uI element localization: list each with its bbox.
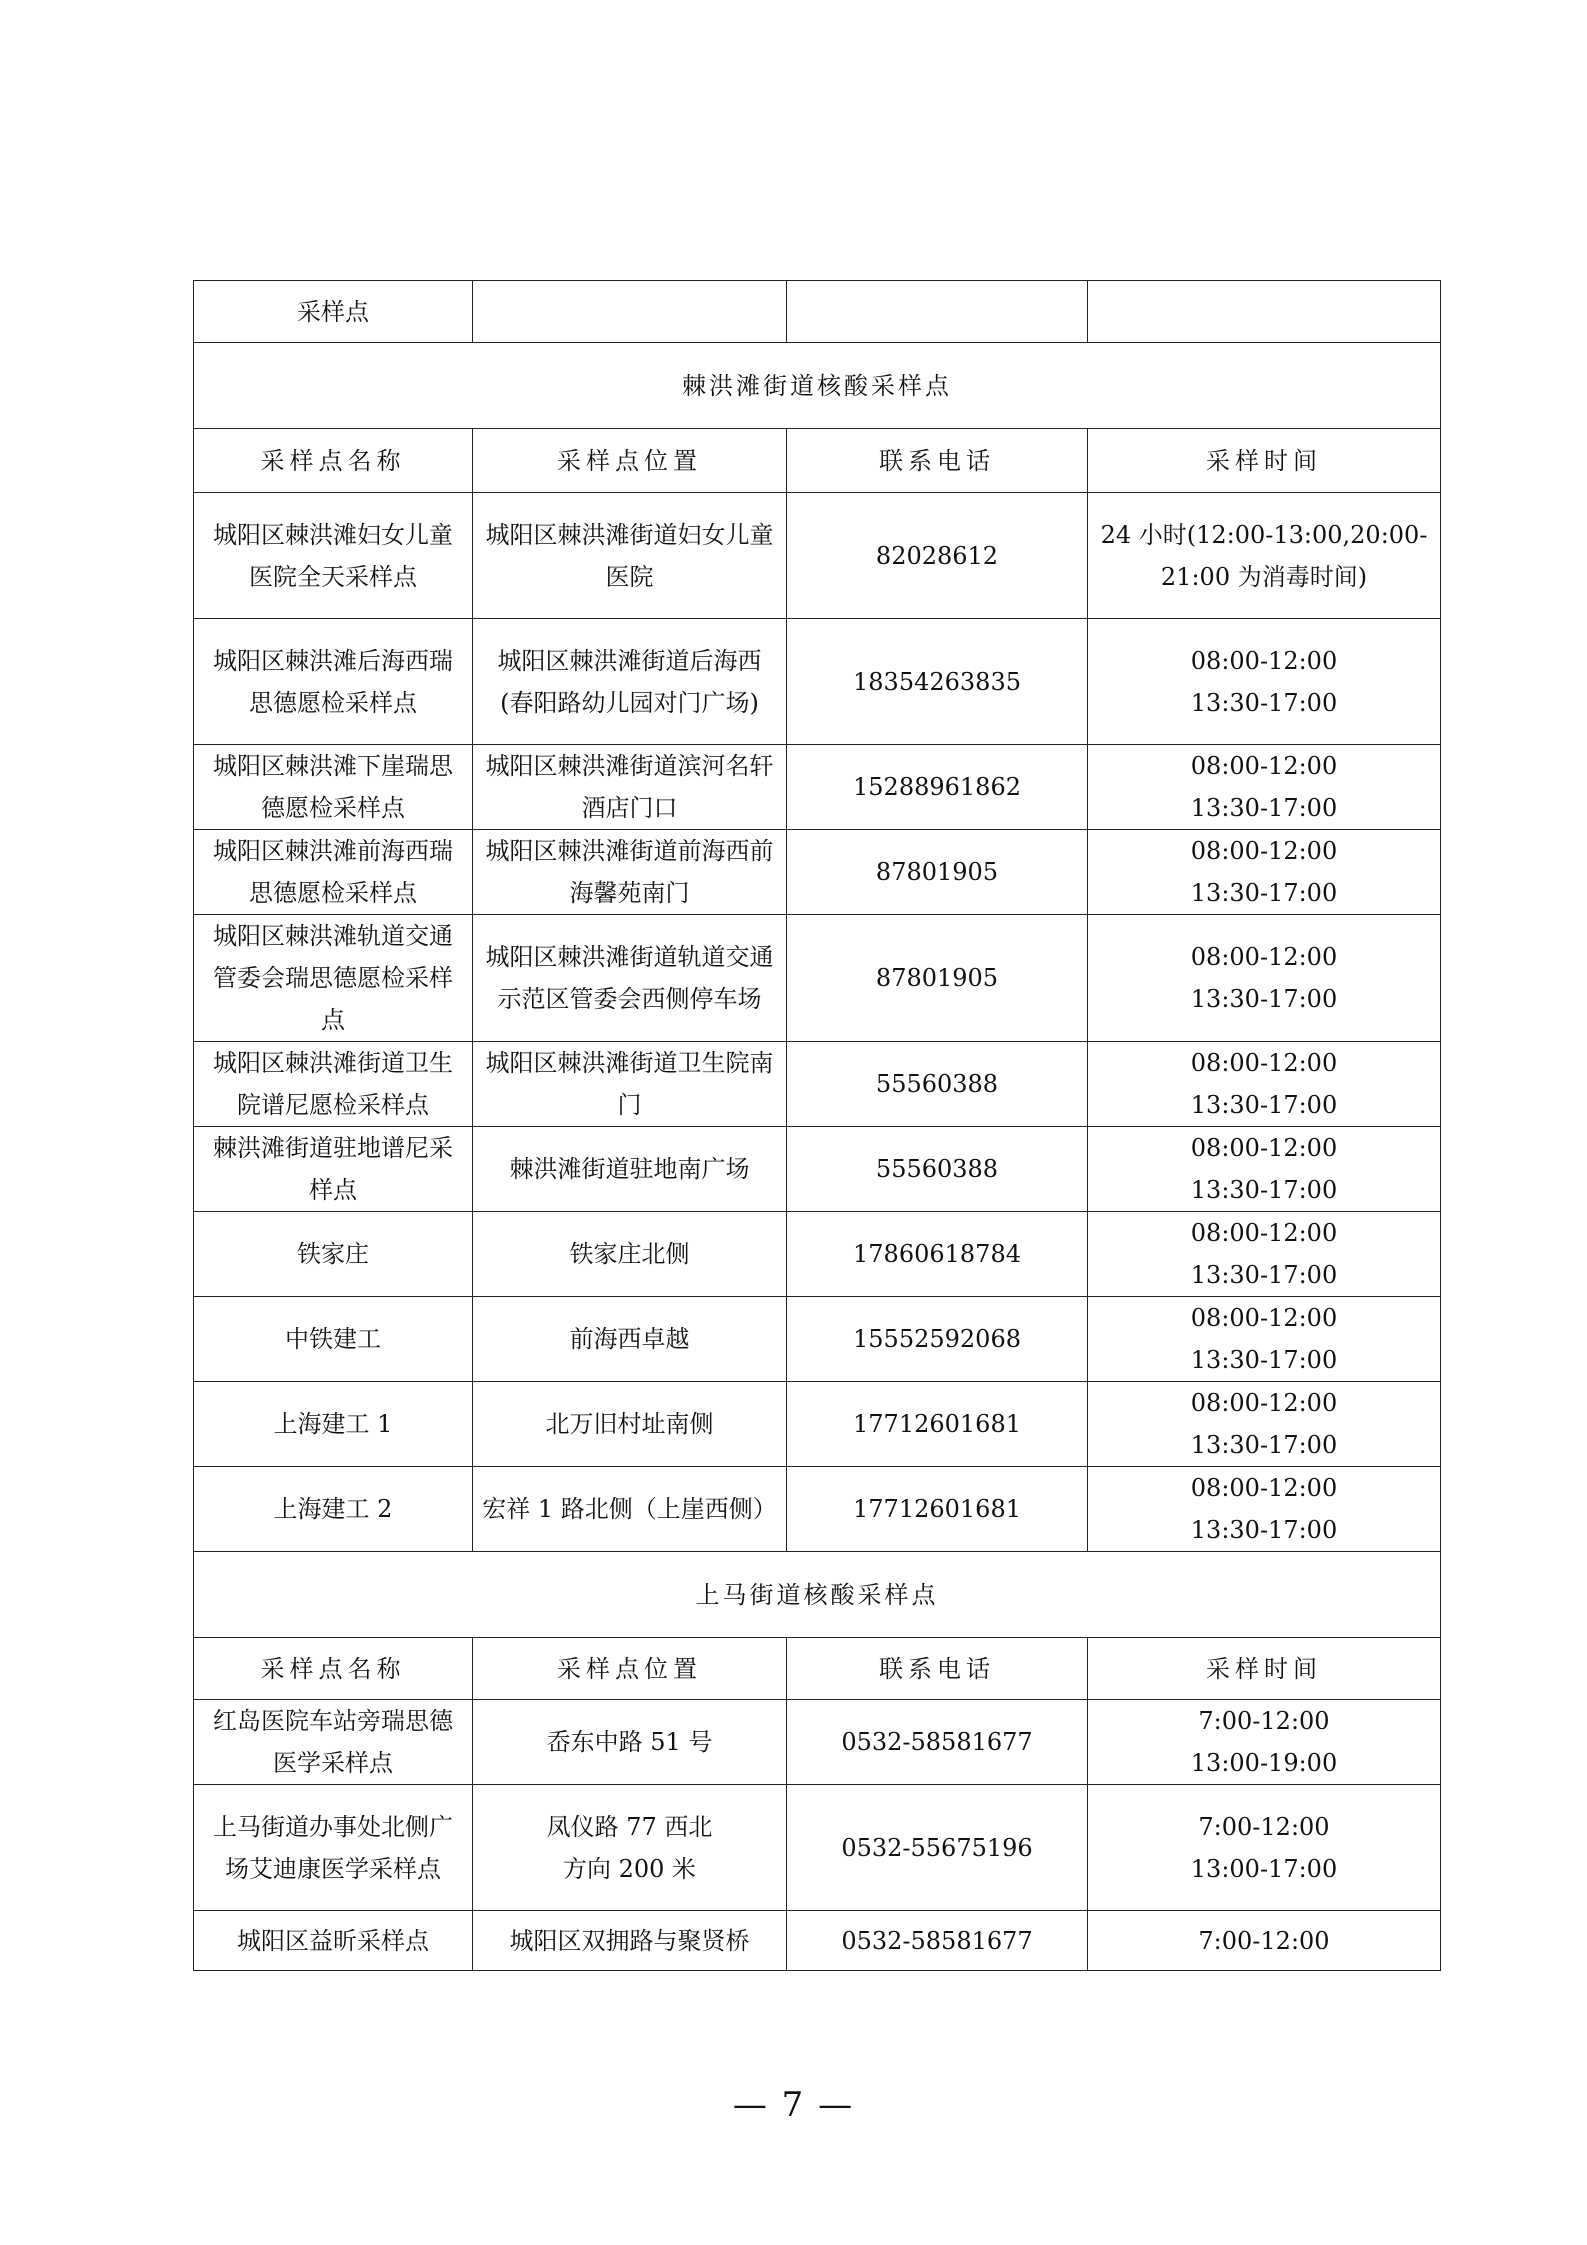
cell-location: 城阳区棘洪滩街道轨道交通示范区管委会西侧停车场 bbox=[473, 915, 787, 1042]
continued-row bbox=[194, 281, 1441, 343]
table-row bbox=[194, 1911, 1441, 1971]
header-name: 采样点名称 bbox=[194, 1638, 473, 1700]
table-row bbox=[194, 1467, 1441, 1552]
cell-phone: 17712601681 bbox=[787, 1467, 1088, 1552]
cell-time: 08:00-12:00 13:30-17:00 bbox=[1088, 1127, 1441, 1212]
cell-time: 08:00-12:00 13:30-17:00 bbox=[1088, 1042, 1441, 1127]
cell-location: 岙东中路 51 号 bbox=[473, 1700, 787, 1785]
sampling-sites-table bbox=[193, 280, 1441, 1971]
cell-phone: 0532-55675196 bbox=[787, 1785, 1088, 1911]
header-row bbox=[194, 429, 1441, 493]
cell-time: 08:00-12:00 13:30-17:00 bbox=[1088, 1297, 1441, 1382]
table-row bbox=[194, 1297, 1441, 1382]
header-phone: 联系电话 bbox=[787, 1638, 1088, 1700]
table-row bbox=[194, 1212, 1441, 1297]
section-title-row bbox=[194, 1552, 1441, 1638]
header-time: 采样时间 bbox=[1088, 1638, 1441, 1700]
cell-phone: 18354263835 bbox=[787, 619, 1088, 745]
cell-name: 城阳区益昕采样点 bbox=[194, 1911, 473, 1971]
cell-phone: 0532-58581677 bbox=[787, 1911, 1088, 1971]
cell-name: 城阳区棘洪滩妇女儿童医院全天采样点 bbox=[194, 493, 473, 619]
page-number: — 7 — bbox=[732, 2085, 855, 2125]
table-row bbox=[194, 619, 1441, 745]
table-row bbox=[194, 1785, 1441, 1911]
cell-time: 24 小时(12:00-13:00,20:00-21:00 为消毒时间) bbox=[1088, 493, 1441, 619]
cell-time: 7:00-12:00 13:00-19:00 bbox=[1088, 1700, 1441, 1785]
section-title-row bbox=[194, 343, 1441, 429]
cell-time: 08:00-12:00 13:30-17:00 bbox=[1088, 1467, 1441, 1552]
header-phone: 联系电话 bbox=[787, 429, 1088, 493]
cell-name: 红岛医院车站旁瑞思德医学采样点 bbox=[194, 1700, 473, 1785]
cell-phone: 87801905 bbox=[787, 915, 1088, 1042]
table-row bbox=[194, 1042, 1441, 1127]
cell-location: 城阳区棘洪滩街道前海西前海馨苑南门 bbox=[473, 830, 787, 915]
cell-time: 7:00-12:00 bbox=[1088, 1911, 1441, 1971]
cell-name: 棘洪滩街道驻地谱尼采样点 bbox=[194, 1127, 473, 1212]
cell-name: 城阳区棘洪滩街道卫生院谱尼愿检采样点 bbox=[194, 1042, 473, 1127]
table-row bbox=[194, 745, 1441, 830]
cell-time: 08:00-12:00 13:30-17:00 bbox=[1088, 1382, 1441, 1467]
cell-phone: 55560388 bbox=[787, 1042, 1088, 1127]
cell-location bbox=[473, 281, 787, 343]
cell-location: 城阳区棘洪滩街道卫生院南门 bbox=[473, 1042, 787, 1127]
table-row bbox=[194, 1700, 1441, 1785]
header-location: 采样点位置 bbox=[473, 1638, 787, 1700]
cell-name: 中铁建工 bbox=[194, 1297, 473, 1382]
cell-time bbox=[1088, 281, 1441, 343]
table-row bbox=[194, 915, 1441, 1042]
section-title: 棘洪滩街道核酸采样点 bbox=[194, 343, 1441, 429]
cell-location: 前海西卓越 bbox=[473, 1297, 787, 1382]
cell-time: 08:00-12:00 13:30-17:00 bbox=[1088, 915, 1441, 1042]
table-row bbox=[194, 493, 1441, 619]
cell-location: 城阳区双拥路与聚贤桥 bbox=[473, 1911, 787, 1971]
header-row bbox=[194, 1638, 1441, 1700]
cell-name: 上马街道办事处北侧广场艾迪康医学采样点 bbox=[194, 1785, 473, 1911]
cell-location: 棘洪滩街道驻地南广场 bbox=[473, 1127, 787, 1212]
cell-phone: 17712601681 bbox=[787, 1382, 1088, 1467]
cell-location: 北万旧村址南侧 bbox=[473, 1382, 787, 1467]
cell-name: 铁家庄 bbox=[194, 1212, 473, 1297]
cell-time: 08:00-12:00 13:30-17:00 bbox=[1088, 619, 1441, 745]
cell-time: 7:00-12:00 13:00-17:00 bbox=[1088, 1785, 1441, 1911]
cell-name: 城阳区棘洪滩后海西瑞思德愿检采样点 bbox=[194, 619, 473, 745]
cell-time: 08:00-12:00 13:30-17:00 bbox=[1088, 1212, 1441, 1297]
header-name: 采样点名称 bbox=[194, 429, 473, 493]
table-row bbox=[194, 1382, 1441, 1467]
cell-phone: 15288961862 bbox=[787, 745, 1088, 830]
table-row bbox=[194, 1127, 1441, 1212]
cell-location: 宏祥 1 路北侧（上崖西侧） bbox=[473, 1467, 787, 1552]
section-title: 上马街道核酸采样点 bbox=[194, 1552, 1441, 1638]
cell-name: 城阳区棘洪滩下崖瑞思德愿检采样点 bbox=[194, 745, 473, 830]
header-time: 采样时间 bbox=[1088, 429, 1441, 493]
cell-phone: 0532-58581677 bbox=[787, 1700, 1088, 1785]
cell-phone: 82028612 bbox=[787, 493, 1088, 619]
cell-phone bbox=[787, 281, 1088, 343]
cell-name: 上海建工 2 bbox=[194, 1467, 473, 1552]
cell-time: 08:00-12:00 13:30-17:00 bbox=[1088, 830, 1441, 915]
header-location: 采样点位置 bbox=[473, 429, 787, 493]
cell-name: 采样点 bbox=[194, 281, 473, 343]
cell-location: 铁家庄北侧 bbox=[473, 1212, 787, 1297]
cell-name: 城阳区棘洪滩轨道交通管委会瑞思德愿检采样点 bbox=[194, 915, 473, 1042]
cell-name: 上海建工 1 bbox=[194, 1382, 473, 1467]
cell-phone: 17860618784 bbox=[787, 1212, 1088, 1297]
cell-location: 城阳区棘洪滩街道后海西(春阳路幼儿园对门广场) bbox=[473, 619, 787, 745]
cell-name: 城阳区棘洪滩前海西瑞思德愿检采样点 bbox=[194, 830, 473, 915]
cell-location: 城阳区棘洪滩街道妇女儿童医院 bbox=[473, 493, 787, 619]
table-row bbox=[194, 830, 1441, 915]
cell-time: 08:00-12:00 13:30-17:00 bbox=[1088, 745, 1441, 830]
cell-location: 城阳区棘洪滩街道滨河名轩酒店门口 bbox=[473, 745, 787, 830]
cell-phone: 87801905 bbox=[787, 830, 1088, 915]
cell-phone: 15552592068 bbox=[787, 1297, 1088, 1382]
cell-location: 凤仪路 77 西北 方向 200 米 bbox=[473, 1785, 787, 1911]
cell-phone: 55560388 bbox=[787, 1127, 1088, 1212]
